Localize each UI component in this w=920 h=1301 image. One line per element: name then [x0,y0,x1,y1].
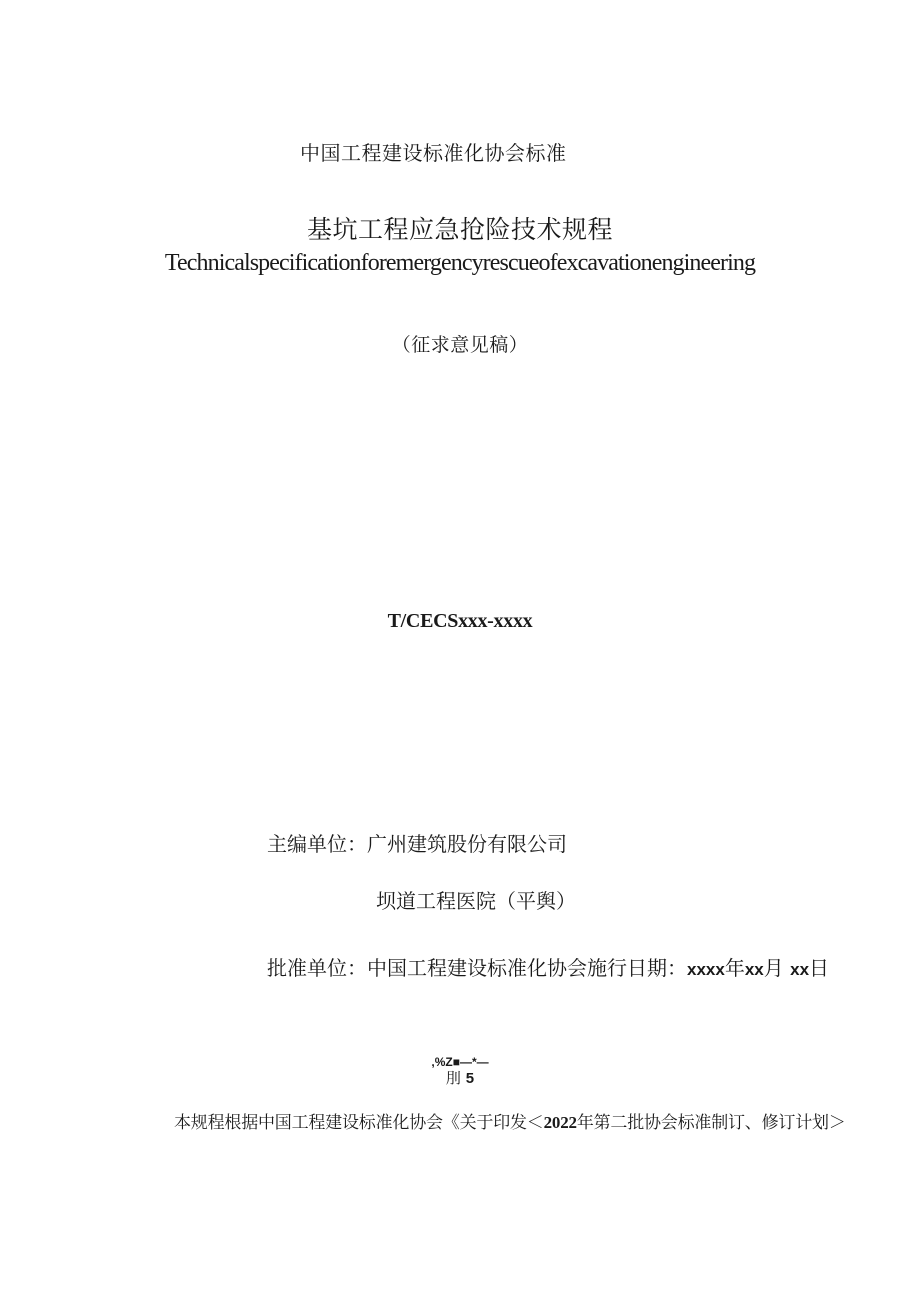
approval-and-date-block [267,953,847,985]
chief-editor-label: 主编单位： [267,832,367,856]
date-day-char: 日 [809,956,830,980]
date-year-char: 年 [724,956,745,980]
foreword-text-part2: 年第二批协会标准制订、修订计划＞ [576,1113,846,1133]
organization-standard-label: 中国工程建设标准化协会标准 [300,141,567,165]
foreword-text-year: 2022 [543,1113,577,1132]
chief-editor-unit-1: 广州建筑股份有限公司 [367,832,567,856]
foreword-heading [0,1055,920,1088]
foreword-text-part1: 本规程根据中国工程建设标准化协会《关于印发＜ [174,1113,544,1133]
document-title-cn: 基坑工程应急抢险技术规程 [306,215,613,244]
effective-date-label: 施行日期： [587,956,687,980]
foreword-heading-num: 5 [465,1070,475,1087]
standard-number: T/CECSxxx-xxxx [387,610,533,632]
document-title-en: Technicalspecificationforemergencyrescueofexcavationengineering [164,250,756,276]
date-month-char: 月 [763,956,784,980]
chief-editor-unit-2: 坝道工程医院（平舆） [376,889,576,913]
approval-label: 批准单位： [267,956,367,980]
date-day: xx [790,960,810,979]
foreword-body-text [174,1108,846,1133]
foreword-heading-line1: ,%Z■—*— [431,1055,489,1069]
date-year: xxxx [687,960,725,979]
draft-note: （征求意见稿） [391,334,529,356]
chief-editor-line [267,828,567,857]
foreword-heading-line2 [0,1069,920,1088]
foreword-heading-char: 刖 [445,1069,461,1087]
approval-unit: 中国工程建设标准化协会 [367,956,587,980]
date-month: xx [744,960,764,979]
